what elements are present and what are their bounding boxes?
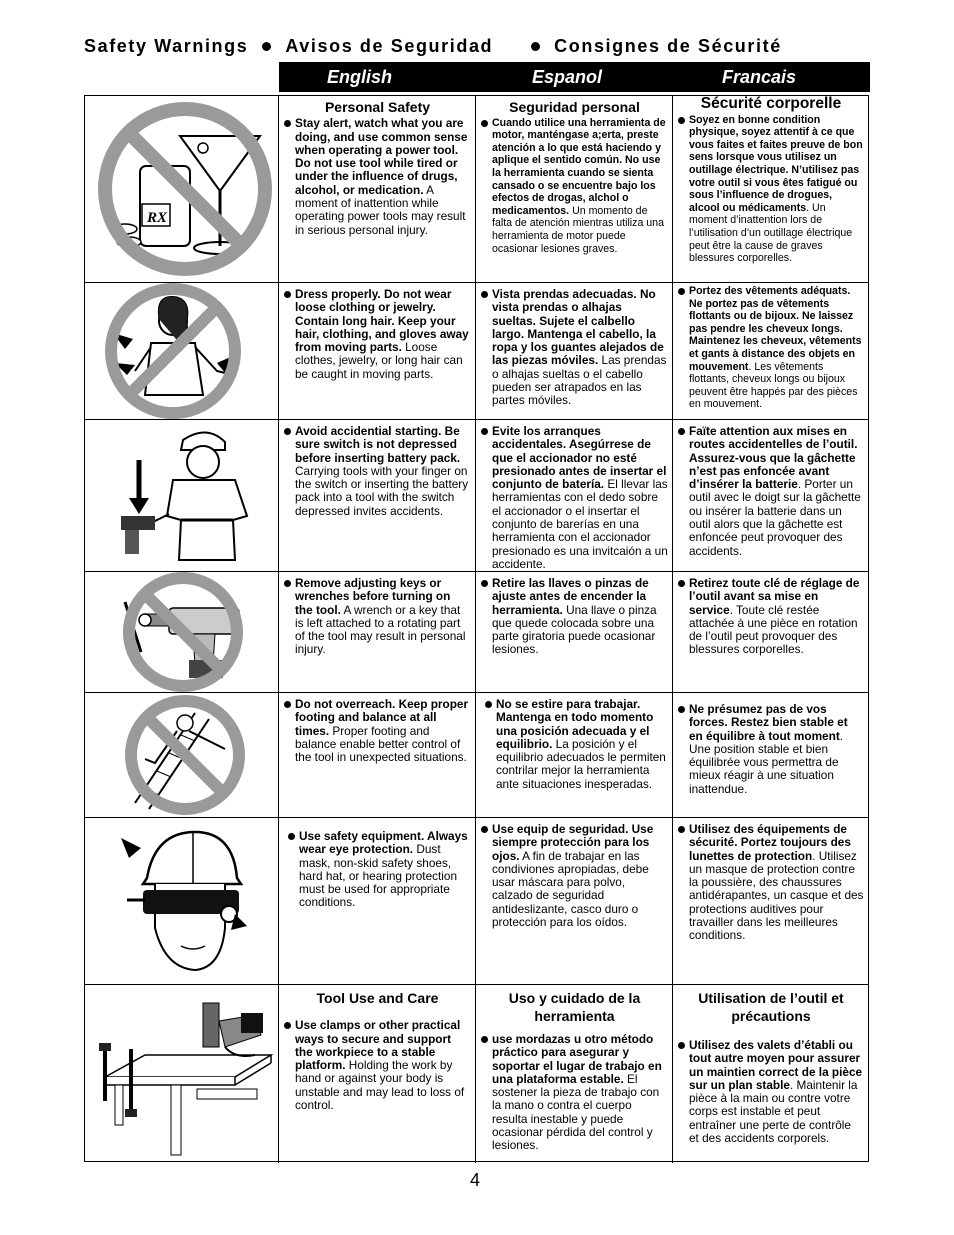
illustration-cell: [85, 96, 279, 282]
table-row: [85, 571, 868, 692]
french-cell: [673, 985, 868, 1163]
warning-item: use mordazas u otro método práctico para asegurar y soportar el lugar de trabajo en una plataforma estable. El sostener la pieza de trabajo con la mano o contra el cuerpo resulta inestable y puede ocasionar pérdida del control y lesiones.: [481, 1033, 668, 1153]
bullet-icon: [284, 120, 291, 127]
safety-table: [84, 95, 869, 1162]
warning-item: Evite los arranques accidentales. Asegúrrese de que el accionador no esté presionado antes de insertar el conjunto de batería. El llevar las herramientas con el dedo sobre el accionador o el insertar el conjunto de barerías en una herramienta con el accionador presionado es una invitcaión a un accidente.: [481, 425, 668, 571]
bullet-icon: [481, 826, 488, 833]
section-heading-utilisation: Utilisation de l’outil et précautions: [698, 990, 844, 1024]
table-row: [85, 419, 868, 571]
warning-item: Stay alert, watch what you are doing, and use common sense when operating a power tool. Do not use tool while tired or under the influence of drugs, alcohol, or medication. A moment of inattention while operating power tools may result in serious personal injury.: [284, 117, 471, 237]
page-title: [84, 36, 870, 58]
english-cell: [279, 572, 476, 692]
bullet-icon: [284, 580, 291, 587]
remove-wrench-icon: [85, 572, 279, 692]
warning-item: Use safety equipment. Always wear eye protection. Dust mask, non-skid safety shoes, hard hat, or hearing protection must be used for appropriate conditions.: [288, 830, 471, 910]
english-cell: [279, 96, 476, 282]
spanish-cell: [476, 96, 673, 282]
french-cell: [673, 572, 868, 692]
table-row: [85, 282, 868, 419]
warning-item: Retire las llaves o pinzas de ajuste antes de encender la herramienta. Una llave o pinza que quede colocada sobre una parte giratoria puede ocasionar lesiones.: [481, 577, 668, 657]
bullet-icon: [678, 826, 685, 833]
warning-item: Retirez toute clé de réglage de l’outil avant sa mise en service. Toute clé restée attachée à une pièce en rotation de l’outil peut provoquer des blessures corporelles.: [678, 577, 864, 657]
english-cell: [279, 818, 476, 984]
safety-equipment-icon: [85, 818, 279, 984]
spanish-cell: [476, 283, 673, 419]
title-spanish: Avisos de Seguridad: [285, 36, 494, 56]
bullet-icon: [284, 428, 291, 435]
column-french: Francais: [722, 67, 797, 87]
illustration-cell: [85, 693, 279, 817]
page-number: 4: [470, 1170, 481, 1190]
bullet-icon: [678, 428, 685, 435]
bullet-icon: [481, 120, 488, 127]
spanish-cell: [476, 420, 673, 571]
warning-item: Ne présumez pas de vos forces. Restez bien stable et en équilibre à tout moment. Une position stable et bien équilibrée vous permettra de mieux réagir à une situation inattendue.: [678, 703, 864, 796]
illustration-cell: [85, 420, 279, 571]
section-heading-uso-cuidado: Uso y cuidado de la herramienta: [508, 990, 641, 1024]
warning-item: Do not overreach. Keep proper footing and balance at all times. Proper footing and balance enable better control of the tool in unexpected situations.: [284, 698, 471, 764]
spanish-cell: [476, 572, 673, 692]
table-row: [85, 817, 868, 984]
french-cell: [673, 283, 868, 419]
bullet-icon: [481, 580, 488, 587]
bullet-icon: [531, 42, 540, 51]
illustration-cell: [85, 985, 279, 1163]
bullet-icon: [284, 1022, 291, 1029]
section-heading-personal-safety: Personal Safety: [324, 99, 431, 115]
no-alcohol-drugs-icon: [85, 96, 279, 282]
illustration-cell: [85, 818, 279, 984]
language-header-bar: [279, 62, 870, 92]
warning-item: Use equip de seguridad. Use siempre protección para los ojos. A fin de trabajar en las condiviones apropiadas, debe usar máscara para polvo, calzado de seguridad antideslizante, casco duro o protección para los oídos.: [481, 823, 668, 929]
bullet-icon: [284, 701, 291, 708]
bullet-icon: [678, 1042, 685, 1049]
french-cell: [673, 420, 868, 571]
illustration-cell: [85, 572, 279, 692]
table-row: [85, 984, 868, 1163]
column-english: English: [327, 67, 393, 87]
warning-item: Cuando utilice una herramienta de motor, manténgase a;erta, preste atención a lo que está haciendo y aplique el sentido común. No use la herramienta cuando se sienta cansado o se encuentre bajo los efectos de drogas, alchol o medicamentos. Un momento de falta de atención mientras utiliza una herramienta de motor puede ocasionar lesiones graves.: [481, 117, 668, 256]
french-cell: [673, 96, 868, 282]
bullet-icon: [678, 706, 685, 713]
bullet-icon: [481, 291, 488, 298]
french-cell: [673, 818, 868, 984]
bullet-icon: [284, 291, 291, 298]
title-english: Safety Warnings: [84, 36, 249, 56]
warning-item: Portez des vêtements adéquats. Ne portez pas de vêtements flottants ou de bijoux. Ne laissez pas pendre les cheveux longs. Maintenez les cheveux, vêtements et gants à distance des objets en mouvement. Les vêtements flottants, cheveux longs ou bijoux peuvent être happés par des pièces en mouvement.: [678, 285, 864, 411]
warning-item: Use clamps or other practical ways to secure and support the workpiece to a stable platform. Holding the work by hand or against your body is unstable and may lead to loss of control.: [284, 1019, 471, 1112]
spanish-cell: [476, 693, 673, 817]
table-row: [85, 96, 868, 282]
bullet-icon: [678, 288, 685, 295]
warning-item: Faïte attention aux mises en routes accidentelles de l’outil. Assurez-vous que la gâchette n’est pas enfoncée avant d’insérer la batterie. Porter un outil avec le doigt sur la gâchette ou insérer la batterie dans un outil alors que la gâchette est enfoncée peut provoquer des accidents.: [678, 425, 864, 558]
bullet-icon: [481, 1036, 488, 1043]
warning-item: Utilisez des équipements de sécurité. Portez toujours des lunettes de protection. Utilisez un masque de protection contre la poussière, des chaussures antidérapantes, un casque et des protections auditives pour travailler dans les meilleures conditions.: [678, 823, 864, 943]
bullet-icon: [678, 117, 685, 124]
title-french: Consignes de Sécurité: [554, 36, 782, 56]
svg-text:RX: RX: [147, 210, 168, 226]
english-cell: [279, 693, 476, 817]
section-heading-seguridad-personal: Seguridad personal: [509, 99, 640, 115]
bullet-icon: [481, 428, 488, 435]
warning-item: Vista prendas adecuadas. No vista prendas o alhajas sueltas. Sujete el calbello largo. Mantenga el cabello, la ropa y los guantes alejados de las piezas móviles. Las prendas o alhajas sueltas o el cabello pueden ser atrapados en las partes móviles.: [481, 288, 668, 408]
no-loose-clothing-icon: [85, 283, 279, 419]
warning-item: Utilisez des valets d’établi ou tout autre moyen pour assurer un maintien correct de la pièce sur un plan stable. Maintenir la pièce à la main ou contre votre corps est instable et peut entraîner une perte de contrôle et des accidents corporels.: [678, 1039, 864, 1145]
english-cell: [279, 283, 476, 419]
clamp-workpiece-icon: [85, 985, 279, 1163]
section-heading-tool-use: Tool Use and Care: [316, 990, 439, 1006]
bullet-icon: [485, 701, 492, 708]
no-overreach-icon: [85, 693, 279, 817]
bullet-icon: [262, 42, 271, 51]
warning-item: Remove adjusting keys or wrenches before turning on the tool. A wrench or a key that is left attached to a rotating part of the tool may result in personal injury.: [284, 577, 471, 657]
warning-item: Avoid accidential starting. Be sure switch is not depressed before inserting battery pack. Carrying tools with your finger on the switch or inserting the battery pack into a tool with the switch depressed invites accidents.: [284, 425, 471, 518]
english-cell: [279, 420, 476, 571]
accidental-start-icon: [85, 420, 279, 571]
bullet-icon: [288, 833, 295, 840]
bullet-icon: [678, 580, 685, 587]
illustration-cell: [85, 283, 279, 419]
warning-item: No se estire para trabajar. Mantenga en todo momento una posición adecuada y el equilibrio. La posición y el equilibrio adecuados le permiten contrilar mejor la herramienta ante situaciones inesperadas.: [485, 698, 668, 791]
spanish-cell: [476, 985, 673, 1163]
table-row: [85, 692, 868, 817]
warning-item: Soyez en bonne condition physique, soyez attentif à ce que vous faites et faites preuve de bon sens lorsque vous utilisez un outillage électrique. N’utilisez pas votre outil si vous êtes fatigué ou sous l’influence de drogues, alcool ou médicaments. Un moment d’inattention lors de l’utilisation d’un outillage électrique peut être la cause de graves blessures corporelles.: [678, 114, 864, 265]
english-cell: [279, 985, 476, 1163]
warning-item: Dress properly. Do not wear loose clothing or jewelry. Contain long hair. Keep your hair, clothing, and gloves away from moving parts. Loose clothes, jewelry, or long hair can be caught in moving parts.: [284, 288, 471, 381]
section-heading-securite-corporelle: Sécurité corporelle: [700, 96, 842, 112]
column-spanish: Espanol: [532, 67, 603, 87]
spanish-cell: [476, 818, 673, 984]
french-cell: [673, 693, 868, 817]
